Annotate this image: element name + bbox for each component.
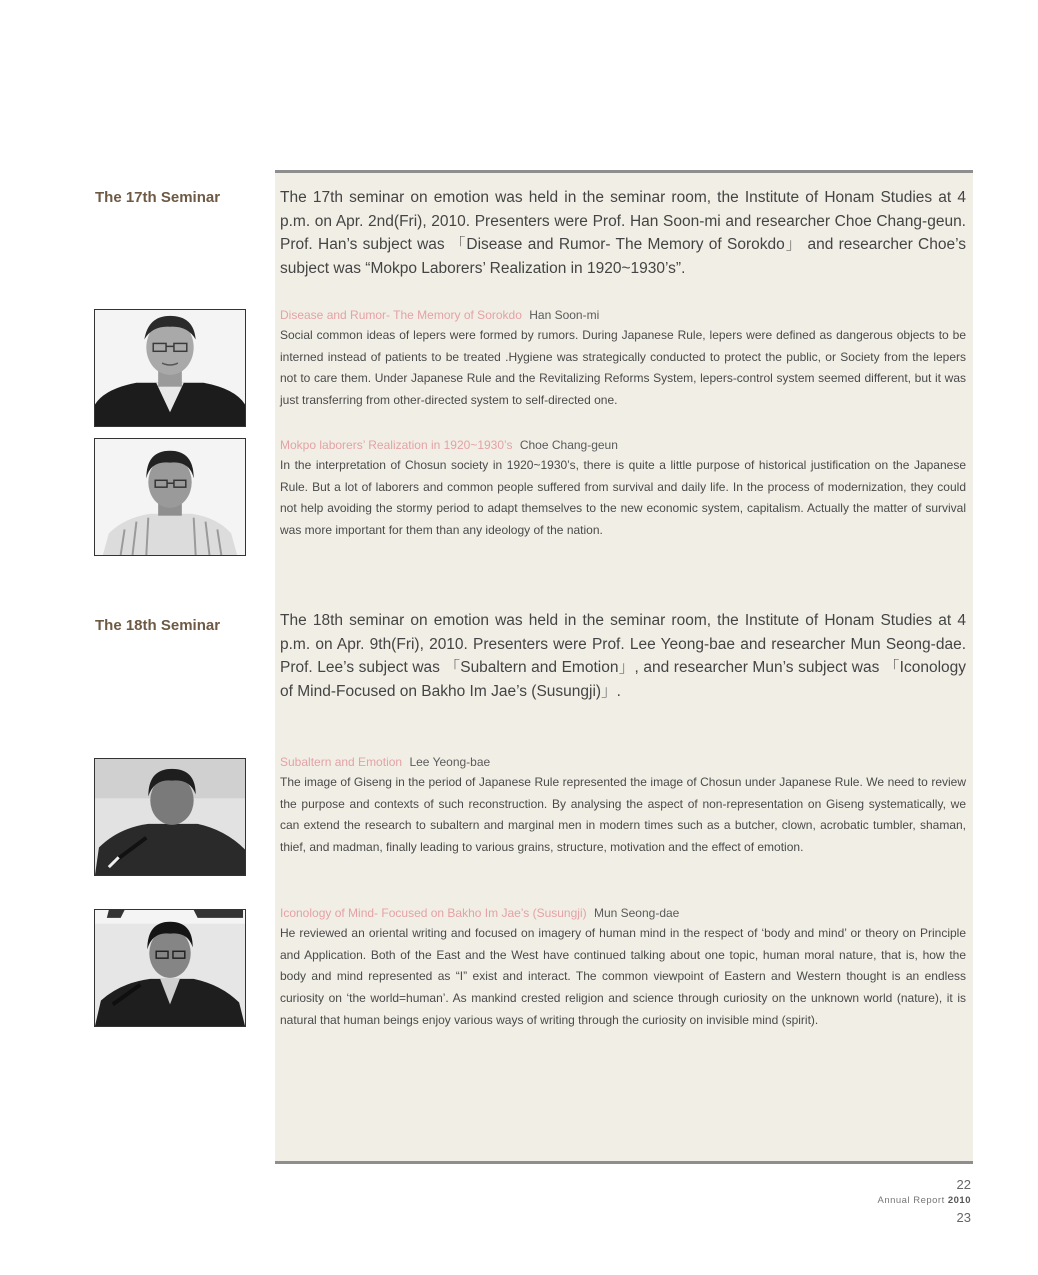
photo-han-soon-mi — [94, 309, 246, 427]
talk-3-body: The image of Giseng in the period of Japanese Rule represented the image of Chosun under Japanese Rule. We need to review the purpose and contexts of such reconstruction. By analysing the aspect of non-representation on Giseng systematically, we can extend the research to subaltern and marginal men in modern times such as a butcher, clown, acrobatic tumbler, shaman, thief, and madman, finally leading to various grains, structure, motivation and the effect of emotion. — [280, 775, 966, 855]
talk-4-heading — [280, 905, 966, 921]
talk-2-title: Mokpo laborers’ Realization in 1920~1930’s — [280, 438, 513, 452]
talk-1-heading — [280, 307, 966, 323]
seminar-17-label: The 17th Seminar — [95, 189, 221, 206]
talk-2-heading — [280, 437, 966, 453]
talk-2-speaker: Choe Chang-geun — [519, 438, 618, 452]
page-number-right: 23 — [956, 1210, 971, 1225]
talk-4-body: He reviewed an oriental writing and focused on imagery of human mind in the respect of ‘body and mind’ or theory on Principle and Application. Both of the East and the West have continued talking about one topic, human moral nature, that is, how the body and mind represented as “I” exist and interact. The common viewpoint of Eastern and Western thought is an endless curiosity on ‘the world=human’. As mankind crested religion and science through curiosity on the unknown world (nature), it is natural that human beings enjoy various ways of writing through the curiosity on invisible mind (spirit). — [280, 926, 966, 1027]
talk-1-body: Social common ideas of lepers were formed by rumors. During Japanese Rule, lepers were defined as dangerous objects to be interned instead of patients to be treated .Hygiene was strategically conducted to protect the public, or Society from the lepers not to care them. Under Japanese Rule and the Revitalizing Reforms System, lepers-control system seemed different, but it was just transferring from other-directed system to self-directed one. — [280, 328, 966, 408]
photo-choe-chang-geun — [94, 438, 246, 556]
talk-4-speaker: Mun Seong-dae — [593, 906, 680, 920]
talk-3-heading — [280, 754, 966, 770]
annual-report-label — [877, 1195, 971, 1206]
talk-3-title: Subaltern and Emotion — [280, 755, 403, 769]
report-year: 2010 — [947, 1195, 971, 1206]
seminar-17-intro: The 17th seminar on emotion was held in the seminar room, the Institute of Honam Studies at 4 p.m. on Apr. 2nd(Fri), 2010. Presenters were Prof. Han Soon-mi and researcher Choe Chang-geun. Prof. Han’s subject was 「Disease and Rumor- The Memory of Sorokdo」 and researcher Choe’s subject was “Mokpo Laborers’ Realization in 1920~1930’s”. — [280, 189, 966, 277]
talk-1-title: Disease and Rumor- The Memory of Sorokdo — [280, 308, 522, 322]
talk-4-title: Iconology of Mind- Focused on Bakho Im Jae’s (Susungji) — [280, 906, 587, 920]
talk-1-speaker: Han Soon-mi — [529, 308, 600, 322]
seminar-18-intro: The 18th seminar on emotion was held in the seminar room, the Institute of Honam Studies at 4 p.m. on Apr. 9th(Fri), 2010. Presenters were Prof. Lee Yeong-bae and researcher Mun Seong-dae. Prof. Lee’s subject was 「Subaltern and Emotion」, and researcher Mun’s subject was 「Iconology of Mind-Focused on Bakho Im Jae’s (Susungji)」. — [280, 612, 966, 700]
talk-2-body: In the interpretation of Chosun society in 1920~1930’s, there is quite a little purpose of historical justification on the Japanese Rule. But a lot of laborers and common people suffered from survival and daily life. In the process of modernization, they could not help avoiding the stormy period to adapt themselves to the new economic system, capitalism. Actually the matter of survival was more important for them than any ideology of the nation. — [280, 458, 966, 538]
seminar-18-label: The 18th Seminar — [95, 617, 221, 634]
photo-mun-seong-dae — [94, 909, 246, 1027]
photo-lee-yeong-bae — [94, 758, 246, 876]
page-number-left: 22 — [956, 1177, 971, 1192]
report-label-text: Annual Report — [877, 1195, 945, 1206]
talk-3-speaker: Lee Yeong-bae — [409, 755, 491, 769]
